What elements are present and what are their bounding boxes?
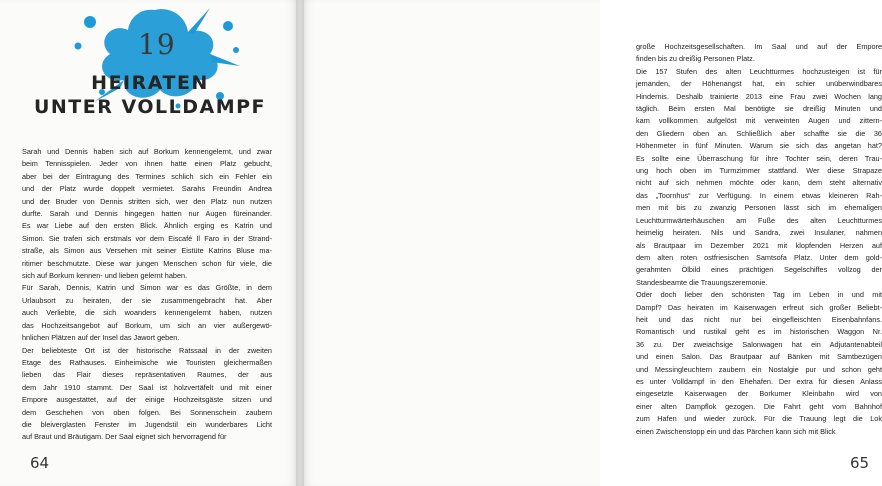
text-line: auf Braut und Bräutigam. Der Saal eignet sich hervorragend für <box>22 432 227 442</box>
text-line: täglich. Beim ersten Mal benötigte sie dreißig Minuten und <box>636 104 882 114</box>
text-line: gerahmten Ölbild eines prächtigen Segelschiffes vollzog der <box>636 265 882 275</box>
chapter-title-line-1: HEIRATEN <box>91 72 209 94</box>
text-line: Leuchtturmwärterhäuschen am Fuße des alten Leuchtturmes <box>636 215 882 225</box>
text-line: eingesetzte Kaiserwagen der Borkumer Kleinbahn wird von <box>636 389 882 399</box>
text-line: men mit bis zu zwanzig Personen lässt sich im ehemaligen <box>636 203 882 213</box>
page-number-right: 65 <box>850 454 870 472</box>
text-line: zum Hafen und wieder zurück. Für die Trauung legt die Lok <box>636 414 882 424</box>
left-page <box>0 0 300 486</box>
right-body-text <box>636 41 882 438</box>
text-line: es unter Volldampf in den Ehehafen. Der extra für diesen Anlass <box>636 376 882 386</box>
text-line: das „Toornhus“ zur Verfügung. In einem etwas kleineren Rah- <box>636 190 882 200</box>
text-line: dem alten roten ostfriesischen Samtsofa Platz. Unter dem gold- <box>636 252 882 262</box>
text-line: durfte. Sarah und Dennis hingegen hatten nur Augen füreinander. <box>22 209 272 219</box>
text-line: Es war Liebe auf den ersten Blick. Ähnlich erging es Katrin und <box>22 221 272 231</box>
text-line: einer alten Dampflok gezogen. Die Fahrt geht vom Bahnhof <box>636 401 882 411</box>
text-line: einen Zwischenstopp ein und das Pärchen kann sich mit Blick <box>636 426 836 436</box>
text-line: 36 zu. Der zweiachsige Salonwagen hat ein Adjutantenabteil <box>636 339 882 349</box>
text-line: heimelig heiraten. Nils und Sandra, zwei Insulaner, nahmen <box>636 228 882 238</box>
text-line: ung hoch oben im Turmzimmer stattfand. Wer diese Strapaze <box>636 166 882 176</box>
page-number-left: 64 <box>30 454 50 472</box>
chapter-number: 19 <box>138 28 176 61</box>
text-line: als Brautpaar im Dezember 2021 mit klopfenden Herzen auf <box>636 240 882 250</box>
text-line: ritimer beschmutzte. Diese war jungen Menschen schon für viele, die <box>22 258 272 268</box>
text-line: Empore ausgestattet, auf der einige Hochzeitsgäste sitzen und <box>22 395 272 405</box>
text-line: den Gliedern oben an. Schließlich aber schaffte sie die 36 <box>636 128 882 138</box>
text-line: Oder doch lieber den schönsten Tag im Leben in und mit <box>636 290 882 300</box>
text-line: große Hochzeitsgesellschaften. Im Saal und auf der Empore <box>636 42 882 51</box>
text-line: kam vollkommen aufgelöst mit verweinten Augen und zittern- <box>636 116 882 126</box>
text-line: Simon. Sie trafen sich erstmals vor dem Eiscafé Il Faro in der Strand- <box>22 233 272 243</box>
text-line: hnlichen Plätzen auf der Insel das Jawort geben. <box>22 333 180 343</box>
text-line: Höhenmeter in fünf Minuten. Warum sie sich das angetan hat? <box>636 141 882 151</box>
text-line: Urlaubsort zu heiraten, der sie zusammengebracht hat. Aber <box>22 295 272 305</box>
text-line: Romantisch und rustikal geht es im historischen Waggon Nr. <box>636 327 882 337</box>
text-line: Standesbeamte die Trauungszeremonie. <box>636 277 768 287</box>
text-line: Für Sarah, Dennis, Katrin und Simon war es das Größte, in dem <box>22 283 272 293</box>
text-line: aber bei der Eintragung des Termines schlich sich ein Fehler ein <box>22 171 272 181</box>
text-line: Der beliebteste Ort ist der historische Ratssaal in der zweiten <box>22 345 272 355</box>
text-line: dem Jahr 1910 stammt. Der Saal ist holzvertäfelt und mit einer <box>22 382 272 392</box>
text-line: und der Bruder von Dennis stritten sich, wer den Platz nun nutzen <box>22 196 272 206</box>
book-gutter <box>296 0 304 486</box>
text-line: Hindernis. Deshalb trainierte 2013 eine Frau zwei Wochen lang <box>636 91 882 101</box>
text-line: die bleiverglasten Fenster im Jugendstil ein wunderbares Licht <box>22 419 272 429</box>
text-line: Sarah und Dennis haben sich auf Borkum kennengelernt, und zwar <box>22 147 272 156</box>
text-line: Etage des Rathauses. Einheimische wie Touristen gleichermaßen <box>22 357 272 367</box>
text-line: Es sollte eine Überraschung für ihre Tochter sein, deren Trau- <box>636 153 882 163</box>
text-line: Dampf? Das heiraten im Kaiserwagen erfreut sich großer Beliebt- <box>636 302 882 312</box>
text-line: straße, als Simon aus Versehen mit seiner Eistüte Katrins Bluse ma- <box>22 246 272 256</box>
text-line: nicht auf sich nehmen möchte oder kann, dem steht alternativ <box>636 178 882 188</box>
text-line: und Messingleuchtern zaubern ein Nostalgie pur und schon geht <box>636 364 882 374</box>
left-body-text <box>22 146 272 444</box>
text-line: sich auf Borkum kennen- und lieben gelernt haben. <box>22 271 188 281</box>
text-line: auch Verliebte, die sich woanders kennengelernt haben, nutzen <box>22 308 272 318</box>
text-line: beim Tennisspielen. Jeder von ihnen hatte einen Platz gebucht, <box>22 159 272 169</box>
text-line: jemanden, der Höhenangst hat, ein schier unüberwindbares <box>636 79 882 89</box>
text-line: Die 157 Stufen des alten Leuchtturmes hochzusteigen ist für <box>636 66 882 76</box>
right-page <box>300 0 882 486</box>
text-line: dem Geschehen von oben folgen. Bei Sonnenschein zaubern <box>22 407 272 417</box>
chapter-title-line-2: UNTER VOLLDAMPF <box>33 96 267 118</box>
text-line: und der Platz wurde doppelt vermietet. Sarahs Freundin Andrea <box>22 184 272 194</box>
text-line: heit und das nicht nur bei eingefleischten Eisenbahnfans. <box>636 314 882 324</box>
text-line: das Hochzeitsangebot auf Borkum, um sich an vier außergewö- <box>22 320 272 330</box>
text-line: finden bis zu dreißig Personen Platz. <box>636 54 755 64</box>
text-line: lieben das Flair dieses repräsentativen Raumes, der aus <box>22 370 272 380</box>
text-line: und einen Salon. Das Brautpaar auf Bänken mit Samtbezügen <box>636 352 882 362</box>
